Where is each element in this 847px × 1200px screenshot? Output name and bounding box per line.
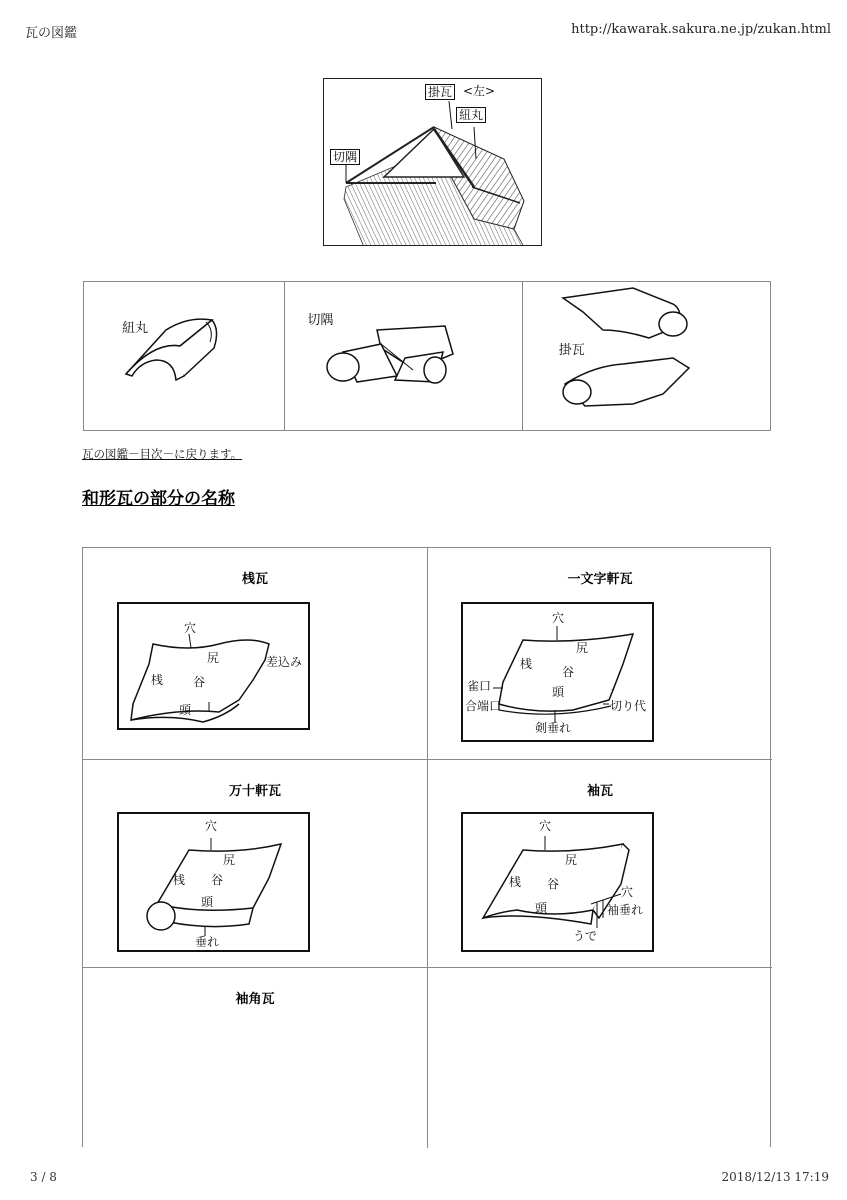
kakegawara-tile-label: 掛瓦: [558, 343, 585, 358]
back-to-index-link[interactable]: 瓦の図鑑－目次－に戻ります。: [82, 447, 243, 461]
ichimonji-san-label: 桟: [520, 657, 533, 671]
part-cell-sangawara: [83, 548, 428, 760]
tile-cell-kirisumi: [285, 282, 522, 430]
sodegawara-tani-label: 谷: [547, 877, 560, 891]
ichimonji-diagram: [461, 602, 654, 742]
roof-illustration: [323, 78, 542, 246]
ichimonji-ana-label: 穴: [552, 611, 565, 625]
himomaru-tile-label: 紐丸: [122, 321, 149, 336]
sodegawara-atama-label: 頭: [535, 901, 548, 915]
kirisumi-tile-label: 切隅: [307, 313, 334, 328]
sodegawara-san-label: 桟: [509, 875, 522, 889]
manjyu-atama-label: 頭: [201, 895, 214, 909]
sodegawara-ana2-label: 穴: [621, 885, 634, 899]
sangawara-san-label: 桟: [151, 673, 164, 687]
sodegawara-shiri-label: 尻: [565, 853, 578, 867]
part-cell-sodegawara: [428, 760, 772, 968]
tile-cell-kakegawara: [523, 282, 770, 430]
manjyu-tare-label: 垂れ: [195, 935, 220, 949]
himomaru-label: 紐丸: [456, 107, 486, 123]
ichimonji-kirishiro-label: 切り代: [610, 699, 647, 713]
kirisumi-label: 切隅: [330, 149, 360, 165]
ichimonji-kendare-label: 剣垂れ: [535, 721, 572, 735]
ichimonji-tani-label: 谷: [562, 665, 575, 679]
ichimonji-suzume-label: 雀口: [467, 679, 492, 693]
manjyu-tani-label: 谷: [211, 873, 224, 887]
print-header-url: http://kawarak.sakura.ne.jp/zukan.html: [571, 22, 831, 37]
part-cell-ichimonji: [428, 548, 772, 760]
sangawara-ana-label: 穴: [184, 621, 197, 635]
tile-types-table: [83, 281, 771, 431]
sangawara-shiri-label: 尻: [207, 651, 220, 665]
manjyu-san-label: 桟: [173, 873, 186, 887]
part-cell-sodesumi: [83, 968, 428, 1148]
sodegawara-diagram: [461, 812, 654, 952]
sodegawara-title: 袖瓦: [586, 784, 613, 799]
kirisumi-tile-icon: [285, 282, 523, 432]
ichimonji-title: 一文字軒瓦: [567, 572, 633, 587]
part-cell-manjyu: [83, 760, 428, 968]
sangawara-sashikomi-label: 差込み: [266, 655, 303, 669]
kakegawara-label: 掛瓦: [425, 84, 455, 100]
sangawara-tani-label: 谷: [193, 675, 206, 689]
ichimonji-gouhaguchi-label: 合端口: [465, 699, 502, 713]
left-side-label: <左>: [463, 84, 496, 98]
section-title: 和形瓦の部分の名称: [82, 489, 235, 509]
ichimonji-shiri-label: 尻: [576, 641, 589, 655]
sodesumi-title: 袖角瓦: [235, 992, 275, 1007]
sodegawara-sodetare-label: 袖垂れ: [607, 903, 644, 917]
manjyu-diagram: [117, 812, 310, 952]
parts-names-table: [82, 547, 771, 1147]
print-footer-page: 3 / 8: [30, 1170, 57, 1184]
sangawara-diagram: [117, 602, 310, 730]
manjyu-shiri-label: 尻: [223, 853, 236, 867]
sodegawara-ude-label: うで: [573, 929, 598, 943]
manjyu-title: 万十軒瓦: [228, 784, 281, 799]
himomaru-tile-icon: [84, 282, 286, 432]
print-footer-datetime: 2018/12/13 17:19: [721, 1170, 829, 1184]
manjyu-ana-label: 穴: [205, 819, 218, 833]
part-cell-empty: [428, 968, 772, 1148]
tile-cell-himomaru: [84, 282, 285, 430]
sangawara-atama-label: 頭: [179, 703, 192, 717]
print-header-title: 瓦の図鑑: [25, 26, 78, 41]
sodegawara-ana-label: 穴: [539, 819, 552, 833]
sangawara-title: 桟瓦: [241, 572, 268, 587]
ichimonji-atama-label: 頭: [552, 685, 565, 699]
